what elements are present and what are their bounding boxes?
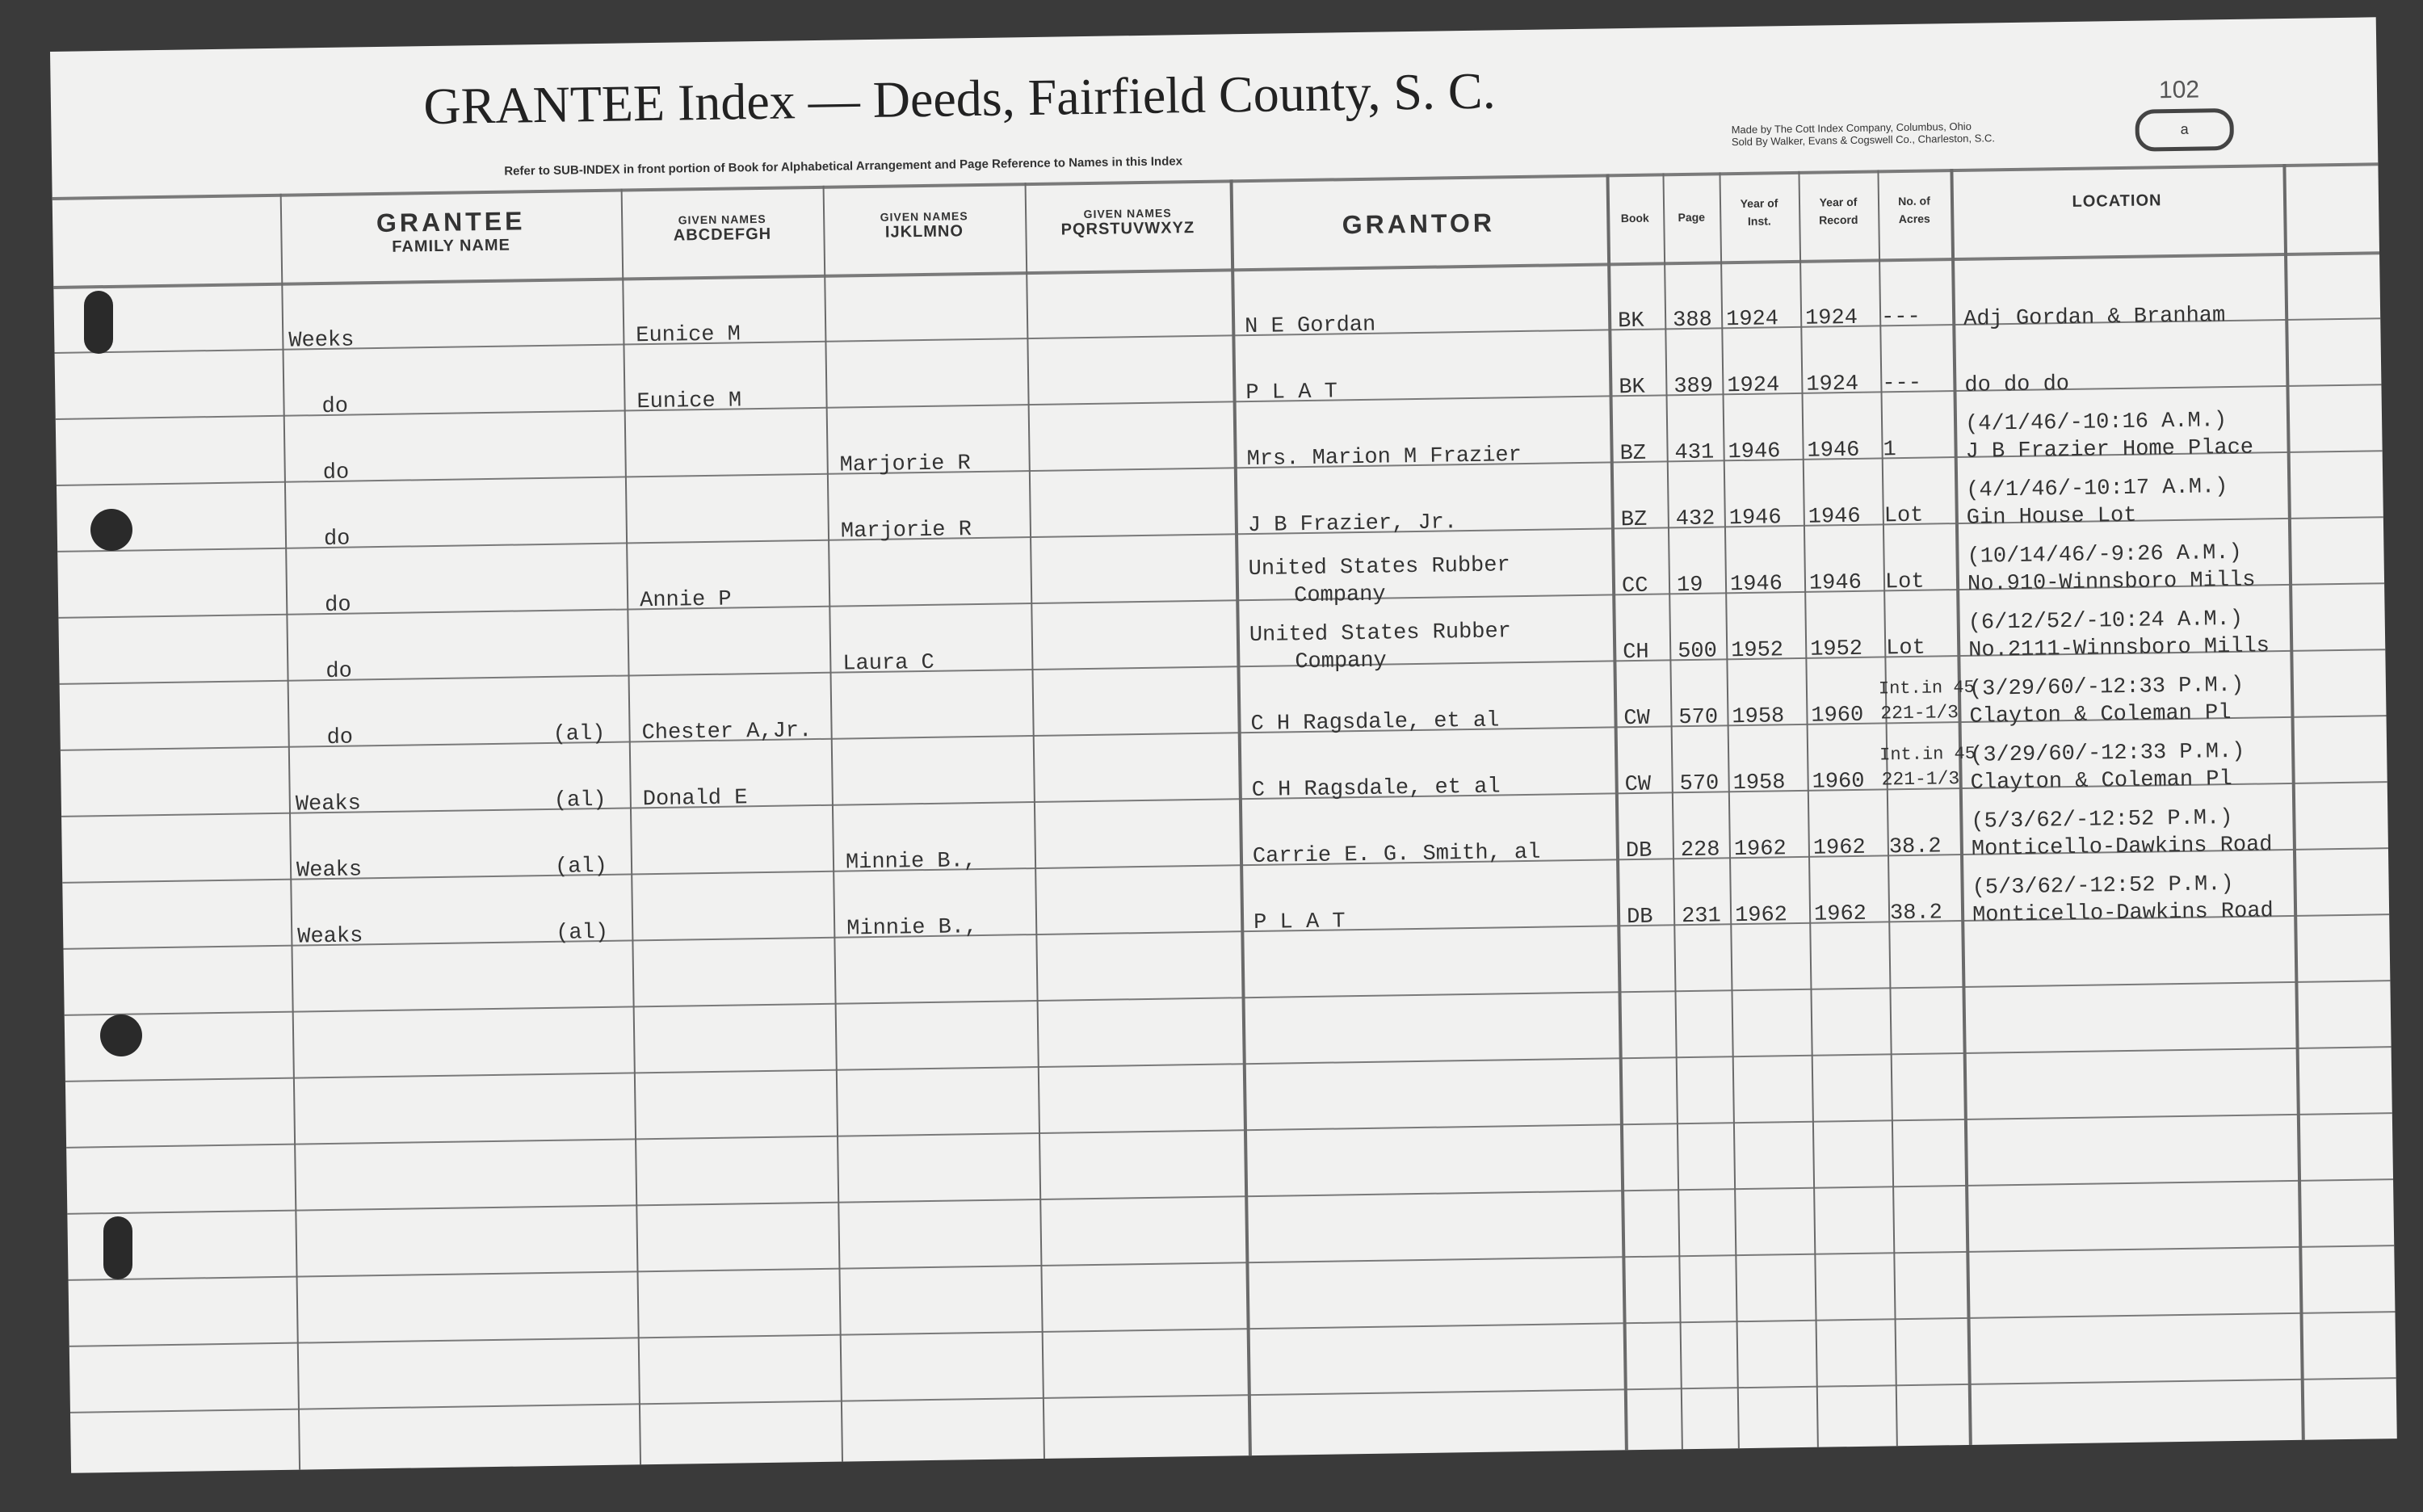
year-inst-cell: 1952 (1731, 638, 1784, 664)
location-cell: Gin House Lot (1966, 503, 2137, 531)
year-record-cell: 1924 (1804, 305, 1858, 331)
year-inst-header (1720, 194, 1799, 230)
acres-cell: 221-1/3 (1881, 768, 1960, 791)
location-timestamp-cell: (5/3/62/-12:52 P.M.) (1972, 872, 2234, 901)
acres-header (1878, 191, 1951, 228)
grantor-cell: P L A T (1253, 909, 1346, 936)
book-cell: CW (1623, 706, 1651, 732)
alias-flag-cell: (al) (552, 721, 606, 747)
page-header (1663, 208, 1720, 226)
page-cell: 500 (1678, 639, 1718, 665)
given-range-label: IJKLMNO (884, 222, 964, 242)
ruled-line (65, 1046, 2392, 1082)
page-title: GRANTEE Index — Deeds, Fairfield County, S. C. (422, 61, 1497, 136)
grantee-family-cell: Weaks (297, 924, 363, 950)
year-inst-cell: 1958 (1732, 771, 1786, 796)
page-cell: 388 (1672, 308, 1712, 334)
book-cell: BZ (1620, 507, 1648, 533)
maker-note (1732, 120, 1996, 148)
grantee-family-cell: do (323, 527, 351, 552)
acres-note-cell: Int.in 45 (1878, 677, 1975, 699)
grantee-family-cell: Weeks (288, 328, 355, 354)
location-header (1951, 190, 2283, 213)
header-bottom-rule (53, 251, 2379, 289)
page-cell: 570 (1679, 771, 1720, 797)
col-divider (1662, 173, 1682, 1449)
year-inst-label-1: Year of (1740, 196, 1778, 210)
given-name-ijklmno-cell: Marjorie R (839, 452, 971, 478)
location-timestamp-cell: (3/29/60/-12:33 P.M.) (1969, 739, 2245, 768)
ruled-line (65, 980, 2391, 1016)
grantor-cell: P L A T (1245, 380, 1338, 406)
year-inst-label-2: Inst. (1747, 214, 1771, 228)
grantor-cell: Carrie E. G. Smith, al (1252, 840, 1541, 870)
col-divider (2282, 164, 2304, 1440)
alias-flag-cell: (al) (554, 854, 608, 880)
book-cell: DB (1625, 838, 1652, 864)
alias-flag-cell: (al) (553, 788, 607, 813)
ruled-line (67, 1178, 2393, 1215)
grantee-family-cell: do (322, 460, 350, 486)
book-label: Book (1620, 211, 1649, 225)
given-name-abcdefgh-cell: Eunice M (636, 388, 742, 415)
col-divider (280, 194, 300, 1470)
year-inst-cell: 1924 (1725, 307, 1779, 333)
col-divider (1606, 174, 1627, 1450)
grantor-cell: C H Ragsdale, et al (1250, 708, 1500, 737)
acres-cell: Lot (1884, 569, 1925, 595)
binder-slot (103, 1216, 132, 1279)
acres-cell: Lot (1885, 636, 1926, 662)
year-record-cell: 1924 (1806, 372, 1859, 397)
location-timestamp-cell: (6/12/52/-10:24 A.M.) (1967, 607, 2244, 636)
page-cell: 570 (1678, 705, 1719, 731)
acres-cell: --- (1880, 304, 1921, 330)
col-divider (1719, 172, 1739, 1448)
location-cell: Monticello-Dawkins Road (1971, 833, 2273, 862)
location-label: LOCATION (2072, 191, 2162, 211)
maker-line-2: Sold By Walker, Evans & Cogswell Co., Charleston, S.C. (1731, 132, 1996, 149)
year-inst-cell: 1962 (1734, 903, 1788, 929)
acres-cell: 38.2 (1889, 901, 1943, 926)
given-name-ijklmno-cell: Minnie B., (845, 849, 977, 876)
page-label: Page (1678, 210, 1706, 225)
binder-slot (84, 291, 113, 354)
given-names-2-header (823, 208, 1026, 243)
page-cell: 389 (1673, 374, 1714, 400)
location-timestamp-cell: (4/1/46/-10:17 A.M.) (1966, 475, 2228, 503)
grantor-label: GRANTOR (1342, 208, 1496, 240)
year-record-label-1: Year of (1819, 195, 1858, 209)
page-cell: 228 (1680, 838, 1720, 863)
given-name-abcdefgh-cell: Donald E (642, 786, 748, 813)
given-name-abcdefgh-cell: Eunice M (636, 322, 741, 349)
given-name-ijklmno-cell: Marjorie R (840, 518, 972, 544)
acres-cell: 38.2 (1888, 834, 1942, 860)
book-cell: CW (1624, 772, 1652, 798)
given-name-abcdefgh-cell: Chester A,Jr. (641, 719, 813, 746)
book-cell: BK (1617, 309, 1644, 334)
grantee-family-cell: do (325, 659, 353, 685)
acres-cell: --- (1882, 371, 1922, 397)
year-record-cell: 1946 (1808, 504, 1861, 530)
grantor-cell-line-2: Company (1293, 582, 1386, 609)
location-cell: Monticello-Dawkins Road (1972, 899, 2274, 928)
acres-cell: 221-1/3 (1880, 702, 1959, 724)
book-cell: CC (1621, 573, 1648, 599)
ruled-line (66, 1112, 2392, 1149)
given-name-ijklmno-cell: Laura C (842, 650, 934, 677)
ruled-line (70, 1377, 2396, 1413)
grantor-header (1230, 206, 1606, 242)
year-inst-cell: 1924 (1727, 373, 1780, 399)
page-number: 102 (2158, 76, 2200, 104)
col-divider (1877, 170, 1897, 1446)
given-range-label: ABCDEFGH (673, 225, 772, 245)
location-timestamp-cell: (10/14/46/-9:26 A.M.) (1967, 540, 2242, 569)
location-timestamp-cell: (5/3/62/-12:52 P.M.) (1971, 806, 2233, 834)
location-timestamp-cell: (3/29/60/-12:33 P.M.) (1968, 673, 2245, 702)
book-cell: DB (1626, 905, 1653, 930)
grantee-family-cell: do (326, 725, 354, 751)
grantee-family-cell: Weaks (295, 792, 362, 817)
grantor-cell: Mrs. Marion M Frazier (1246, 443, 1522, 472)
acres-cell: Lot (1883, 503, 1924, 529)
refer-note: Refer to SUB-INDEX in front portion of Book for Alphabetical Arrangement and Page Reference to Names in this Index (504, 154, 1183, 178)
location-cell: Clayton & Coleman Pl (1969, 701, 2232, 729)
year-record-cell: 1946 (1808, 570, 1862, 596)
page-cell: 431 (1674, 440, 1715, 466)
col-divider (1230, 179, 1252, 1455)
given-name-ijklmno-cell: Minnie B., (846, 915, 978, 942)
given-name-abcdefgh-cell: Annie P (639, 587, 732, 614)
acres-note-cell: Int.in 45 (1879, 743, 1976, 766)
location-cell: do do do (1964, 372, 2070, 398)
acres-cell: 1 (1883, 438, 1896, 463)
page-cell: 432 (1675, 506, 1715, 532)
family-name-label: FAMILY NAME (392, 236, 511, 256)
grantor-cell: United States Rubber (1249, 620, 1512, 649)
page-cell: 231 (1681, 904, 1721, 930)
year-record-label-2: Record (1819, 212, 1858, 227)
grantor-cell: C H Ragsdale, et al (1251, 775, 1501, 804)
ruled-line (69, 1245, 2395, 1281)
year-record-header (1799, 192, 1879, 229)
year-inst-cell: 1962 (1733, 837, 1787, 863)
location-timestamp-cell: (4/1/46/-10:16 A.M.) (1964, 409, 2228, 437)
given-range-label: PQRSTUVWXYZ (1060, 219, 1195, 239)
book-cell: BK (1619, 375, 1646, 401)
year-inst-cell: 1958 (1732, 704, 1785, 730)
col-divider (823, 186, 843, 1462)
location-cell: No.910-Winnsboro Mills (1967, 568, 2256, 597)
binder-hole (100, 1014, 142, 1056)
grantor-cell: J B Frazier, Jr. (1247, 510, 1458, 539)
year-record-cell: 1962 (1812, 835, 1866, 861)
book-header (1606, 208, 1663, 227)
ruled-lines (50, 17, 2376, 52)
year-record-cell: 1952 (1810, 636, 1863, 662)
alias-flag-cell: (al) (556, 920, 609, 946)
grantor-cell: N E Gordan (1245, 313, 1376, 340)
col-divider (1025, 183, 1045, 1459)
grantee-family-cell: do (324, 593, 351, 619)
col-divider (1950, 169, 1972, 1445)
maker-line-1: Made by The Cott Index Company, Columbus, Ohio (1731, 120, 1972, 136)
year-record-cell: 1962 (1813, 901, 1867, 927)
given-names-label: GIVEN NAMES (678, 212, 766, 227)
binder-hole (90, 509, 132, 551)
location-cell: No.2111-Winnsboro Mills (1968, 634, 2270, 663)
given-names-3-header (1025, 205, 1231, 240)
col-divider (621, 189, 641, 1465)
index-card (50, 17, 2397, 1473)
year-inst-cell: 1946 (1729, 572, 1783, 598)
location-cell: Adj Gordan & Branham (1963, 304, 2226, 332)
year-record-cell: 1960 (1812, 769, 1865, 795)
year-inst-cell: 1946 (1728, 506, 1782, 531)
grantor-cell-line-2: Company (1295, 649, 1388, 675)
index-tab: a (2135, 108, 2234, 152)
grantee-family-cell: do (321, 394, 349, 420)
given-names-label: GIVEN NAMES (880, 209, 968, 224)
given-names-1-header (621, 212, 824, 246)
given-names-label: GIVEN NAMES (1083, 206, 1172, 221)
grantee-family-cell: Weaks (296, 858, 363, 884)
page-cell: 19 (1676, 573, 1703, 598)
grantee-label: GRANTEE (376, 206, 526, 238)
location-cell: Clayton & Coleman Pl (1970, 767, 2232, 796)
acres-label-1: No. of (1898, 194, 1930, 208)
book-cell: CH (1623, 640, 1649, 666)
col-divider (1798, 171, 1818, 1447)
location-cell: J B Frazier Home Place (1965, 435, 2254, 464)
acres-label-2: Acres (1898, 212, 1930, 226)
year-record-cell: 1960 (1811, 703, 1864, 729)
ruled-line (69, 1311, 2396, 1347)
year-inst-cell: 1946 (1728, 439, 1781, 465)
year-record-cell: 1946 (1807, 438, 1860, 464)
grantee-header (280, 205, 622, 258)
grantor-cell: United States Rubber (1248, 553, 1510, 582)
book-cell: BZ (1619, 441, 1647, 467)
